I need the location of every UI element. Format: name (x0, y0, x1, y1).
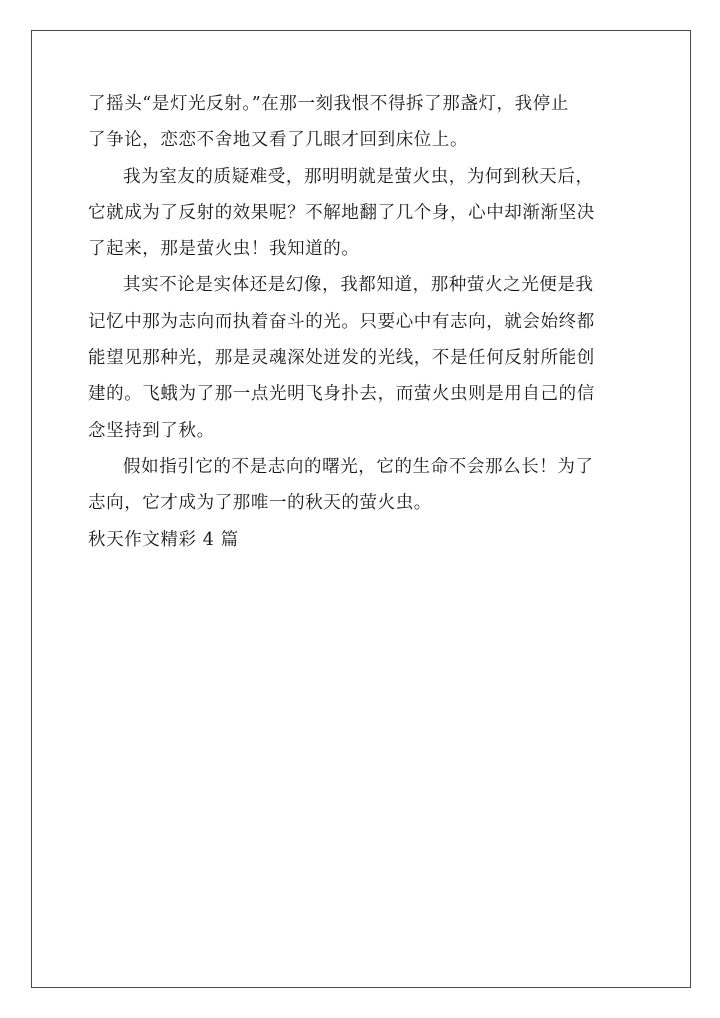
text-line: 我为室友的质疑难受，那明明就是萤火虫，为何到秋天后， (123, 166, 594, 187)
text-line: 它就成为了反射的效果呢？不解地翻了几个身，心中却渐渐坚决 (88, 202, 595, 223)
text-line: 了争论，恋恋不舍地又看了几眼才回到床位上。 (88, 130, 469, 151)
section-heading: 秋天作文精彩 4 篇 (88, 529, 239, 550)
text-line: 了起来，那是萤火虫！我知道的。 (88, 239, 360, 260)
text-line: 了摇头“是灯光反射。”在那一刻我恨不得拆了那盏灯，我停止 (88, 94, 569, 114)
text-line: 建的。飞蛾为了那一点光明飞身扑去，而萤火虫则是用自己的信 (88, 384, 595, 405)
text-line: 记忆中那为志向而执着奋斗的光。只要心中有志向，就会始终都 (88, 311, 595, 332)
text-line: 志向，它才成为了那唯一的秋天的萤火虫。 (88, 493, 432, 514)
text-line: 能望见那种光，那是灵魂深处迸发的光线，不是任何反射所能创 (88, 348, 595, 369)
text-line: 假如指引它的不是志向的曙光，它的生命不会那么长！为了 (123, 456, 594, 477)
text-line: 念坚持到了秋。 (88, 420, 215, 441)
text-line: 其实不论是实体还是幻像，我都知道，那种萤火之光便是我 (123, 275, 594, 296)
document-body (88, 86, 660, 558)
